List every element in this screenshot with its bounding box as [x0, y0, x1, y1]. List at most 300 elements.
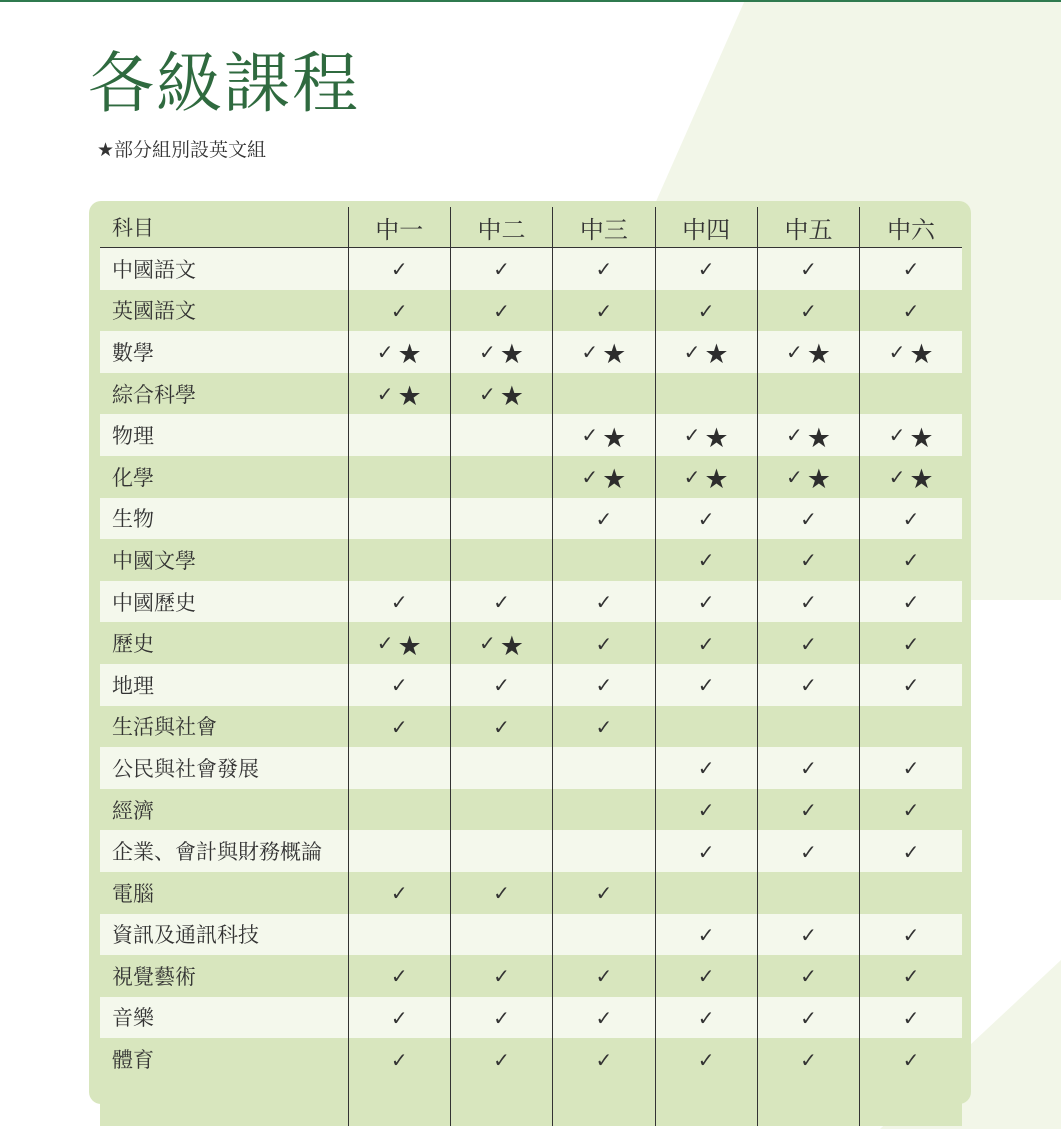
offering-cell [553, 248, 655, 290]
offering-cell [450, 581, 552, 623]
offering-cell [655, 581, 757, 623]
offering-cell [553, 706, 655, 748]
offering-mark [903, 256, 920, 281]
offering-cell [348, 747, 450, 789]
offering-mark [683, 461, 729, 496]
offering-cell [450, 747, 552, 789]
check-icon: ✓ [683, 423, 701, 448]
offering-cell [348, 414, 450, 456]
offering-mark [595, 714, 612, 739]
offering-mark [391, 714, 408, 739]
check-icon: ✓ [390, 257, 408, 282]
offering-cell [553, 331, 655, 373]
star-icon: ★ [602, 339, 627, 371]
check-icon: ✓ [800, 590, 817, 615]
check-icon: ✓ [493, 1047, 510, 1072]
offering-cell [450, 248, 552, 290]
star-icon: ★ [806, 422, 831, 454]
offering-mark [595, 963, 612, 988]
check-icon: ✓ [902, 798, 920, 823]
subject-name: 中國文學 [100, 539, 348, 581]
subject-name: 綜合科學 [100, 373, 348, 415]
check-icon: ✓ [697, 1005, 715, 1030]
offering-mark [800, 1047, 817, 1072]
offering-mark [785, 336, 831, 371]
offering-cell [655, 830, 757, 872]
offering-cell [553, 498, 655, 540]
offering-cell [655, 622, 757, 664]
star-icon: ★ [909, 339, 934, 371]
offering-mark [479, 336, 525, 371]
check-icon: ✓ [376, 339, 394, 364]
offering-cell [757, 747, 859, 789]
offering-mark [903, 672, 920, 697]
subject-name: 電腦 [100, 872, 348, 914]
offering-cell [860, 290, 962, 332]
offering-cell [450, 664, 552, 706]
check-icon: ✓ [493, 881, 510, 906]
offering-mark [785, 461, 831, 496]
subject-name: 歷史 [100, 622, 348, 664]
offering-mark [391, 1005, 408, 1030]
offering-cell [450, 914, 552, 956]
offering-mark [698, 589, 715, 614]
offering-cell [655, 498, 757, 540]
check-icon: ✓ [595, 964, 613, 989]
table-row [100, 248, 962, 290]
offering-cell [450, 955, 552, 997]
star-icon: ★ [909, 422, 934, 454]
subject-name: 生物 [100, 498, 348, 540]
check-icon: ✓ [785, 339, 803, 364]
star-icon: ★ [806, 464, 831, 496]
star-icon: ★ [909, 464, 934, 496]
offering-cell [450, 706, 552, 748]
check-icon: ✓ [697, 673, 715, 698]
check-icon: ✓ [493, 1005, 510, 1030]
offering-mark [581, 420, 627, 454]
offering-mark [391, 256, 408, 281]
offering-mark [698, 755, 715, 780]
star-icon: ★ [602, 464, 627, 496]
check-icon: ✓ [390, 714, 408, 739]
subject-name: 音樂 [100, 997, 348, 1039]
offering-mark [493, 880, 510, 905]
offering-mark [595, 589, 612, 614]
offering-cell [757, 997, 859, 1039]
check-icon: ✓ [800, 631, 817, 656]
offering-mark [391, 1047, 408, 1072]
table-row [100, 830, 962, 872]
offering-cell [450, 456, 552, 498]
offering-cell [757, 706, 859, 748]
subject-name: 生活與社會 [100, 706, 348, 748]
check-icon: ✓ [595, 673, 613, 698]
subject-name: 公民與社會發展 [100, 747, 348, 789]
check-icon: ✓ [595, 631, 613, 656]
offering-cell [553, 747, 655, 789]
table-row [100, 414, 962, 456]
offering-cell [348, 664, 450, 706]
check-icon: ✓ [888, 339, 906, 364]
course-table-card [89, 201, 971, 1104]
offering-mark [698, 1047, 715, 1072]
offering-mark [493, 589, 510, 614]
offering-cell [860, 789, 962, 831]
check-icon: ✓ [902, 922, 920, 947]
subject-name: 企業、會計與財務概論 [100, 830, 348, 872]
subject-name: 中國語文 [100, 248, 348, 290]
star-icon: ★ [499, 339, 525, 371]
offering-mark [479, 378, 525, 413]
offering-cell [450, 830, 552, 872]
offering-mark [376, 336, 422, 371]
offering-mark [800, 631, 817, 656]
offering-cell [757, 622, 859, 664]
offering-cell [450, 997, 552, 1039]
offering-mark [903, 589, 920, 614]
table-row [100, 290, 962, 332]
check-icon: ✓ [800, 548, 817, 573]
check-icon: ✓ [697, 257, 715, 282]
star-icon: ★ [602, 422, 627, 454]
offering-cell [860, 622, 962, 664]
offering-cell [757, 872, 859, 914]
table-row [100, 914, 962, 956]
subject-name: 物理 [100, 414, 348, 456]
table-row [100, 789, 962, 831]
check-icon: ✓ [697, 964, 715, 989]
offering-cell [860, 498, 962, 540]
offering-cell [348, 914, 450, 956]
offering-mark [903, 963, 920, 988]
star-icon: ★ [499, 630, 525, 662]
check-icon: ✓ [697, 839, 715, 864]
offering-cell [348, 373, 450, 415]
star-icon: ★ [499, 381, 525, 413]
offering-mark [595, 880, 612, 905]
offering-cell [348, 331, 450, 373]
offering-cell [860, 747, 962, 789]
offering-cell [348, 248, 450, 290]
offering-mark [391, 963, 408, 988]
offering-mark [800, 963, 817, 988]
subject-name: 體育 [100, 1038, 348, 1080]
offering-mark [903, 797, 920, 822]
check-icon: ✓ [595, 881, 613, 906]
offering-cell [655, 747, 757, 789]
offering-mark [903, 922, 920, 947]
offering-mark [376, 628, 422, 662]
offering-mark [785, 420, 831, 454]
star-icon: ★ [806, 339, 831, 371]
offering-cell [553, 581, 655, 623]
check-icon: ✓ [800, 798, 817, 823]
star-icon: ★ [397, 381, 422, 413]
offering-cell [757, 789, 859, 831]
table-row [100, 581, 962, 623]
check-icon: ✓ [493, 714, 510, 739]
check-icon: ✓ [479, 339, 496, 364]
offering-cell [450, 539, 552, 581]
offering-cell [450, 1038, 552, 1080]
check-icon: ✓ [595, 1047, 613, 1072]
offering-mark [800, 797, 817, 822]
check-icon: ✓ [376, 631, 394, 656]
offering-mark [595, 256, 612, 281]
offering-mark [595, 298, 612, 323]
check-icon: ✓ [390, 590, 408, 615]
offering-cell [348, 622, 450, 664]
offering-cell [757, 456, 859, 498]
star-icon: ★ [397, 339, 422, 371]
offering-cell [553, 872, 655, 914]
check-icon: ✓ [902, 590, 920, 615]
check-icon: ✓ [479, 381, 496, 406]
offering-mark [903, 547, 920, 572]
offering-cell [655, 539, 757, 581]
offering-cell [348, 997, 450, 1039]
check-icon: ✓ [390, 964, 408, 989]
check-icon: ✓ [902, 964, 920, 989]
offering-mark [595, 672, 612, 697]
offering-mark [903, 1005, 920, 1030]
offering-cell [450, 414, 552, 456]
check-icon: ✓ [800, 839, 817, 864]
offering-cell [655, 290, 757, 332]
check-icon: ✓ [902, 756, 920, 781]
check-icon: ✓ [902, 631, 920, 656]
check-icon: ✓ [493, 964, 510, 989]
offering-cell [757, 830, 859, 872]
table-row [100, 872, 962, 914]
offering-mark [698, 298, 715, 323]
check-icon: ✓ [697, 756, 715, 781]
check-icon: ✓ [595, 506, 613, 531]
subject-column-header: 科目 [100, 207, 348, 248]
check-icon: ✓ [902, 1047, 920, 1072]
table-row [100, 955, 962, 997]
check-icon: ✓ [697, 798, 715, 823]
offering-mark [698, 922, 715, 947]
check-icon: ✓ [800, 1005, 817, 1030]
check-icon: ✓ [493, 257, 510, 282]
table-row [100, 706, 962, 748]
check-icon: ✓ [595, 257, 613, 282]
check-icon: ✓ [697, 1047, 715, 1072]
check-icon: ✓ [902, 506, 920, 531]
offering-cell [348, 290, 450, 332]
offering-mark [800, 547, 817, 572]
offering-mark [493, 256, 510, 281]
form-column-header: 中六 [860, 207, 962, 248]
check-icon: ✓ [581, 339, 599, 364]
form-column-header: 中三 [553, 207, 655, 248]
offering-cell [757, 914, 859, 956]
offering-mark [595, 1047, 612, 1072]
offering-cell [757, 290, 859, 332]
check-icon: ✓ [902, 548, 920, 573]
subject-name: 經濟 [100, 789, 348, 831]
offering-mark [595, 631, 612, 656]
check-icon: ✓ [902, 257, 920, 282]
offering-mark [493, 714, 510, 739]
check-icon: ✓ [581, 464, 599, 489]
table-header-row [100, 207, 962, 248]
offering-mark [479, 628, 525, 662]
offering-cell [655, 456, 757, 498]
offering-mark [595, 506, 612, 531]
offering-cell [860, 997, 962, 1039]
offering-mark [888, 461, 934, 496]
offering-mark [698, 256, 715, 281]
table-row [100, 664, 962, 706]
offering-cell [553, 414, 655, 456]
offering-cell [655, 373, 757, 415]
offering-cell [860, 830, 962, 872]
check-icon: ✓ [800, 257, 817, 282]
offering-cell [450, 622, 552, 664]
offering-cell [348, 1038, 450, 1080]
offering-mark [698, 547, 715, 572]
offering-mark [376, 378, 422, 413]
check-icon: ✓ [581, 423, 599, 448]
offering-mark [800, 839, 817, 864]
offering-mark [903, 755, 920, 780]
offering-cell [553, 1038, 655, 1080]
offering-cell [860, 373, 962, 415]
offering-mark [888, 420, 934, 454]
offering-cell [860, 248, 962, 290]
star-icon: ★ [704, 422, 729, 454]
check-icon: ✓ [390, 1047, 408, 1072]
table-row [100, 997, 962, 1039]
offering-cell [348, 581, 450, 623]
check-icon: ✓ [800, 922, 817, 947]
check-icon: ✓ [697, 506, 715, 531]
star-icon: ★ [704, 464, 729, 496]
offering-mark [698, 631, 715, 656]
offering-cell [757, 539, 859, 581]
offering-cell [450, 872, 552, 914]
offering-cell [450, 373, 552, 415]
offering-mark [888, 336, 934, 371]
offering-mark [391, 298, 408, 323]
offering-mark [698, 1005, 715, 1030]
check-icon: ✓ [800, 506, 817, 531]
offering-mark [903, 839, 920, 864]
offering-cell [860, 664, 962, 706]
offering-cell [450, 789, 552, 831]
offering-cell [348, 498, 450, 540]
check-icon: ✓ [800, 756, 817, 781]
offering-cell [655, 664, 757, 706]
table-body [100, 248, 962, 1080]
offering-cell [348, 706, 450, 748]
table-row [100, 539, 962, 581]
offering-cell [860, 414, 962, 456]
offering-cell [757, 373, 859, 415]
check-icon: ✓ [800, 298, 817, 323]
table-row [100, 373, 962, 415]
check-icon: ✓ [390, 881, 408, 906]
offering-cell [655, 331, 757, 373]
check-icon: ✓ [595, 714, 613, 739]
offering-mark [903, 506, 920, 531]
table-row [100, 331, 962, 373]
offering-cell [860, 1038, 962, 1080]
offering-mark [581, 461, 627, 496]
star-icon: ★ [397, 630, 422, 662]
offering-cell [860, 955, 962, 997]
check-icon: ✓ [595, 590, 613, 615]
offering-mark [493, 1005, 510, 1030]
check-icon: ✓ [390, 298, 408, 323]
offering-mark [800, 506, 817, 531]
subject-name: 資訊及通訊科技 [100, 914, 348, 956]
check-icon: ✓ [595, 298, 613, 323]
offering-cell [757, 331, 859, 373]
offering-cell [553, 456, 655, 498]
offering-cell [450, 498, 552, 540]
offering-cell [757, 664, 859, 706]
offering-cell [655, 872, 757, 914]
table-row [100, 622, 962, 664]
offering-cell [553, 622, 655, 664]
check-icon: ✓ [390, 673, 408, 698]
table-row [100, 747, 962, 789]
offering-cell [553, 914, 655, 956]
course-table [100, 207, 962, 1126]
check-icon: ✓ [493, 298, 510, 323]
check-icon: ✓ [800, 1047, 817, 1072]
offering-cell [860, 872, 962, 914]
offering-cell [348, 872, 450, 914]
star-icon: ★ [704, 339, 729, 371]
check-icon: ✓ [479, 631, 496, 656]
offering-mark [800, 672, 817, 697]
offering-cell [655, 1038, 757, 1080]
offering-cell [860, 456, 962, 498]
check-icon: ✓ [697, 922, 715, 947]
offering-cell [860, 581, 962, 623]
offering-cell [348, 830, 450, 872]
check-icon: ✓ [785, 423, 803, 448]
check-icon: ✓ [697, 631, 715, 656]
check-icon: ✓ [493, 590, 510, 615]
offering-cell [553, 539, 655, 581]
offering-mark [698, 839, 715, 864]
offering-cell [757, 248, 859, 290]
page-title: 各級課程 [88, 45, 360, 122]
check-icon: ✓ [697, 298, 715, 323]
offering-mark [800, 256, 817, 281]
check-icon: ✓ [493, 673, 510, 698]
subject-name: 數學 [100, 331, 348, 373]
offering-cell [553, 955, 655, 997]
offering-mark [800, 298, 817, 323]
offering-mark [581, 336, 627, 371]
form-column-header: 中四 [655, 207, 757, 248]
check-icon: ✓ [888, 464, 906, 489]
table-bottom-space [100, 1080, 962, 1126]
offering-cell [757, 1038, 859, 1080]
offering-mark [698, 797, 715, 822]
offering-cell [655, 955, 757, 997]
check-icon: ✓ [800, 964, 817, 989]
table-row [100, 1038, 962, 1080]
offering-cell [757, 498, 859, 540]
